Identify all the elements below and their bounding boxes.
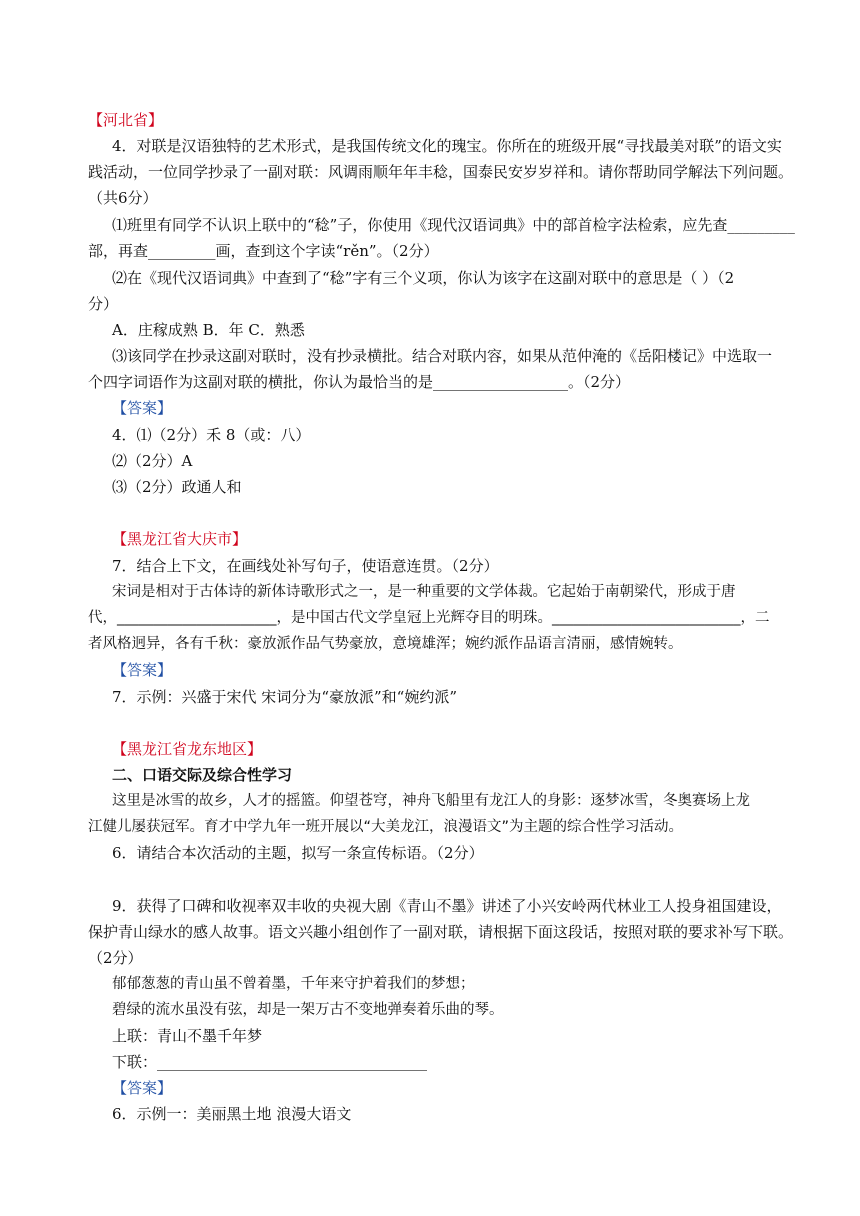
question-4-text-cont: 践活动，一位同学抄录了一副对联：风调雨顺年年丰稔，国泰民安岁岁祥和。请你帮助同学解法下列问题。 [88, 163, 794, 181]
sub-question-2: ⑵在《现代汉语词典》中查到了“稔”字有三个义项，你认为该字在这副对联中的意思是（ ）（2 [112, 269, 735, 287]
answer-line: ⑶（2分）政通人和 [112, 478, 242, 496]
couplet-upper: 上联：青山不墨千年梦 [112, 1027, 263, 1045]
sub-question-1-cont: 部，再查_________画，查到这个字读“rěn”。（2分） [88, 242, 439, 260]
question-6-text: 6．请结合本次活动的主题，拟写一条宣传标语。（2分） [112, 844, 484, 862]
section-heading: 二、口语交际及综合性学习 [112, 766, 293, 784]
question-9-text: 9．获得了口碑和收视率双丰收的央视大剧《青山不墨》讲述了小兴安岭两代林业工人投身祖国建设， [112, 897, 782, 915]
sub-question-2-cont: 分） [88, 295, 119, 313]
question-9-text-cont: 保护青山绿水的感人故事。语文兴趣小组创作了一副对联，请根据下面这段话，按照对联的要求补写下联。 [88, 923, 794, 941]
answer-tag: 【答案】 [112, 1079, 173, 1097]
source-tag-daqing: 【黑龙江省大庆市】 [112, 530, 248, 548]
sub-question-1: ⑴班里有同学不认识上联中的“稔”子，你使用《现代汉语词典》中的部首检字法检索，应先查_________ [112, 216, 795, 234]
passage-line: 代，______________________，是中国古代文学皇冠上光辉夺目的明珠。__________________________，二 [88, 610, 770, 626]
answer-line: ⑵（2分）A [112, 452, 193, 470]
passage-line: 江健儿屡获冠军。育才中学九年一班开展以“大美龙江，浪漫语文”为主题的综合性学习活动。 [88, 819, 684, 835]
answer-line: 4．⑴（2分）禾 8（或：八） [112, 426, 311, 444]
answer-line: 6．示例一：美丽黑土地 浪漫大语文 [112, 1105, 352, 1123]
answer-line: 7．示例：兴盛于宋代 宋词分为“豪放派”和“婉约派” [112, 688, 457, 706]
source-tag-longdong: 【黑龙江省龙东地区】 [112, 740, 263, 758]
question-4-text: 4．对联是汉语独特的艺术形式，是我国传统文化的瑰宝。你所在的班级开展“寻找最美对联”的语文实 [112, 137, 782, 155]
sub-question-3: ⑶该同学在抄录这副对联时，没有抄录横批。结合对联内容，如果从范仲淹的《岳阳楼记》中选取一 [112, 347, 773, 365]
question-9-score: （2分） [88, 949, 143, 967]
passage-line: 碧绿的流水虽没有弦，却是一架万古不变地弹奏着乐曲的琴。 [112, 1002, 504, 1018]
answer-tag: 【答案】 [112, 661, 173, 679]
passage-line: 宋词是相对于古体诗的新体诗歌形式之一，是一种重要的文学体裁。它起始于南朝梁代，形成于唐 [112, 584, 736, 600]
source-tag-hebei: 【河北省】 [88, 111, 164, 129]
couplet-lower-blank: 下联：____________________________________ [112, 1053, 428, 1071]
passage-line: 者风格迥异，各有千秋：豪放派作品气势豪放，意境雄浑；婉约派作品语言清丽，感情婉转。 [88, 636, 683, 652]
question-4-score: （共6分） [88, 189, 158, 207]
answer-tag: 【答案】 [112, 399, 173, 417]
answer-options: A．庄稼成熟 B．年 C．熟悉 [112, 321, 305, 339]
question-7-text: 7．结合上下文，在画线处补写句子，使语意连贯。（2分） [112, 557, 499, 575]
sub-question-3-cont: 个四字词语作为这副对联的横批，你认为最恰当的是__________________。（2分） [88, 373, 631, 391]
passage-line: 郁郁葱葱的青山虽不曾着墨，千年来守护着我们的梦想； [112, 976, 475, 992]
passage-line: 这里是冰雪的故乡，人才的摇篮。仰望苍穹，神舟飞船里有龙江人的身影：逐梦冰雪，冬奥赛场上龙 [112, 793, 750, 809]
